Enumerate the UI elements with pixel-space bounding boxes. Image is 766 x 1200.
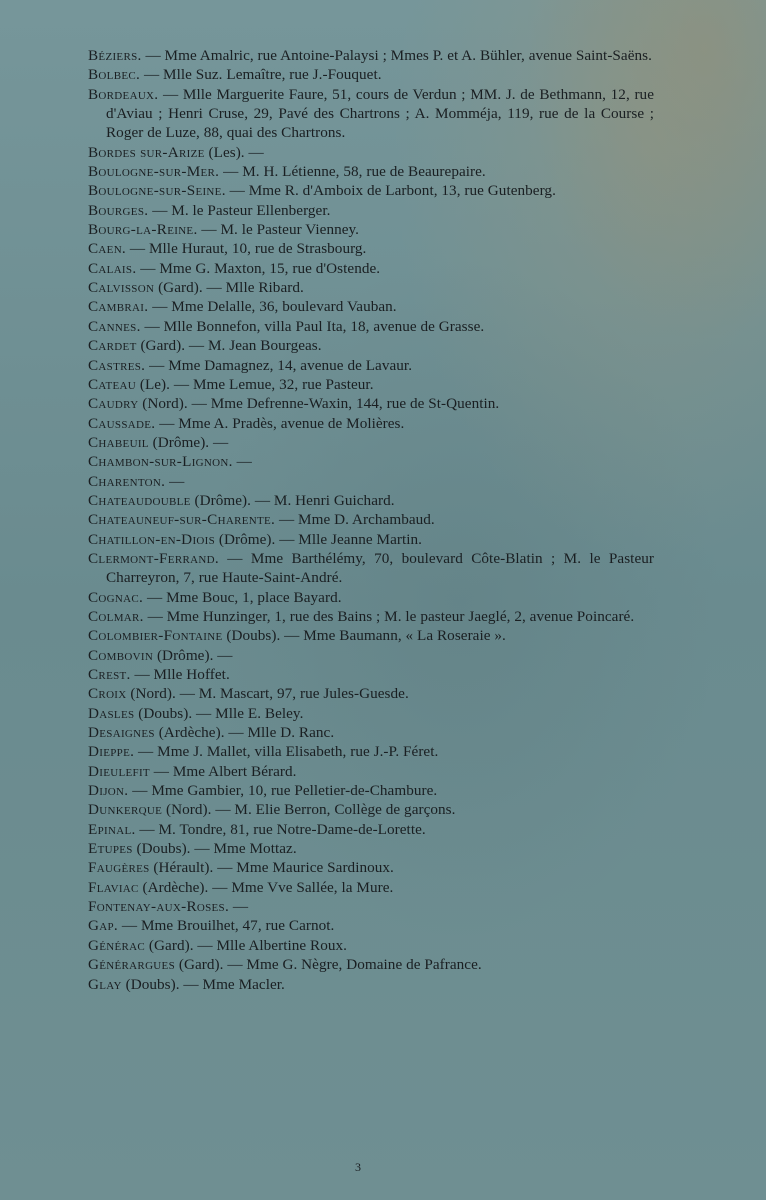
directory-entry [88, 742, 654, 761]
entry-details: (Doubs). — Mme Mottaz. [132, 840, 297, 858]
directory-entry [88, 626, 654, 645]
directory-entry [88, 936, 654, 955]
entry-place-name: Dieppe. [88, 743, 135, 761]
directory-entry [88, 143, 654, 162]
directory-entry [88, 162, 654, 181]
directory-entry [88, 762, 654, 781]
entry-details: (Hérault). — Mme Maurice Sardinoux. [149, 859, 394, 877]
entry-details: — Mlle Bonnefon, villa Paul Ita, 18, avenue de Grasse. [140, 317, 485, 335]
entry-place-name: Caudry [88, 395, 139, 413]
entry-details: — [165, 472, 185, 490]
entry-details: (Gard). — Mlle Ribard. [154, 279, 304, 297]
directory-entry [88, 510, 654, 529]
entry-place-name: Dijon. [88, 782, 129, 800]
entry-details: (Ardèche). — Mlle D. Ranc. [154, 724, 335, 742]
entry-details: — [229, 898, 249, 916]
entry-details: — Mme Albert Bérard. [149, 762, 297, 780]
entry-place-name: Fontenay-aux-Roses. [88, 898, 230, 916]
entry-place-name: Charenton. [88, 472, 166, 490]
directory-entry [88, 800, 654, 819]
entry-details: (Gard). — M. Jean Bourgeas. [136, 337, 322, 355]
entry-place-name: Cannes. [88, 317, 141, 335]
entry-place-name: Générac [88, 936, 146, 954]
entry-details: — Mme G. Maxton, 15, rue d'Ostende. [136, 259, 381, 277]
directory-entry [88, 65, 654, 84]
directory-entry [88, 375, 654, 394]
directory-entry [88, 278, 654, 297]
entry-details: (Nord). — M. Elie Berron, Collège de garçons. [162, 801, 456, 819]
directory-entry [88, 646, 654, 665]
directory-entry [88, 414, 654, 433]
entry-place-name: Castres. [88, 356, 146, 374]
entry-details: (Nord). — Mme Defrenne-Waxin, 144, rue de St-Quentin. [138, 395, 500, 413]
entry-place-name: Bourg-la-Reine. [88, 221, 198, 239]
entry-place-name: Béziers. [88, 47, 142, 64]
directory-entry [88, 433, 654, 452]
page-number: 3 [355, 1160, 361, 1174]
directory-entry [88, 46, 654, 65]
directory-entry [88, 684, 654, 703]
directory-entry [88, 297, 654, 316]
entry-place-name: Calais. [88, 259, 137, 277]
entry-details: — Mlle Hoffet. [130, 666, 230, 683]
directory-entry [88, 491, 654, 510]
entry-details: — M. le Pasteur Vienney. [197, 221, 360, 239]
entry-place-name: Desaignes [88, 724, 155, 742]
entry-place-name: Boulogne-sur-Mer. [88, 163, 220, 181]
entry-place-name: Colmar. [88, 607, 144, 625]
entry-place-name: Clermont-Ferrand. [88, 549, 219, 567]
entry-place-name: Cognac. [88, 588, 144, 606]
entry-details: — Mme Amalric, rue Antoine-Palaysi ; Mmes P. et A. Bühler, avenue Saint-Saëns. [141, 47, 652, 64]
entry-details: — Mme D. Archambaud. [275, 511, 435, 529]
entry-place-name: Boulogne-sur-Seine. [88, 182, 226, 200]
entry-details: — Mlle Huraut, 10, rue de Strasbourg. [126, 240, 367, 258]
entry-place-name: Gap. [88, 917, 119, 935]
entry-place-name: Bordeaux. [88, 85, 159, 103]
directory-entry [88, 549, 654, 588]
directory-entry [88, 530, 654, 549]
entry-place-name: Générargues [88, 956, 175, 974]
entry-place-name: Dunkerque [88, 801, 163, 819]
entry-details: — Mme Barthélémy, 70, boulevard Côte-Blatin ; M. le Pasteur Charreyron, 7, rue Haute-Saint-André. [106, 549, 654, 587]
entry-place-name: Bourges. [88, 201, 149, 219]
entry-place-name: Chambon-sur-Lignon. [88, 453, 233, 471]
entry-details: — Mme Delalle, 36, boulevard Vauban. [148, 298, 397, 316]
directory-entry [88, 394, 654, 413]
entry-place-name: Chateaudouble [88, 491, 191, 509]
entry-details: — Mme A. Pradès, avenue de Molières. [155, 414, 405, 432]
entry-place-name: Bolbec. [88, 66, 141, 84]
entry-place-name: Etupes [88, 840, 133, 858]
directory-entry [88, 916, 654, 935]
entry-details: (Gard). — Mme G. Nègre, Domaine de Pafrance. [175, 956, 482, 974]
directory-entry [88, 820, 654, 839]
directory-entry [88, 607, 654, 626]
directory-entry [88, 858, 654, 877]
entry-place-name: Cardet [88, 337, 137, 355]
directory-entry [88, 201, 654, 220]
entry-details: — Mme Bouc, 1, place Bayard. [143, 588, 342, 606]
directory-entry [88, 723, 654, 742]
entry-details: — Mme R. d'Amboix de Larbont, 13, rue Gutenberg. [225, 182, 556, 200]
entry-details: — Mme Gambier, 10, rue Pelletier-de-Chambure. [128, 782, 438, 800]
entry-place-name: Caen. [88, 240, 127, 258]
entry-details: (Nord). — M. Mascart, 97, rue Jules-Guesde. [126, 685, 409, 703]
directory-entry [88, 356, 654, 375]
entry-details: — Mme Hunzinger, 1, rue des Bains ; M. le pasteur Jaeglé, 2, avenue Poincaré. [143, 607, 635, 625]
entry-place-name: Glay [88, 975, 122, 993]
entry-details: — Mlle Marguerite Faure, 51, cours de Verdun ; MM. J. de Bethmann, 12, rue d'Aviau ; Henri Cruse, 29, Pavé des Chartrons ; A. Momméja, 119, rue de la Course ; Roger de Luze, 88, quai des Chartrons. [106, 85, 654, 142]
entry-place-name: Dieulefit [88, 762, 150, 780]
directory-entry [88, 665, 654, 684]
directory-entry [88, 220, 654, 239]
directory-entry [88, 781, 654, 800]
entry-details: (Drôme). — M. Henri Guichard. [190, 491, 395, 509]
entry-details: (Doubs). — Mlle E. Beley. [134, 704, 304, 722]
entry-details: (Le). — Mme Lemue, 32, rue Pasteur. [135, 375, 374, 393]
directory-entry [88, 955, 654, 974]
entry-details: (Ardèche). — Mme Vve Sallée, la Mure. [138, 878, 394, 896]
entry-place-name: Flaviac [88, 878, 139, 896]
directory-entry [88, 181, 654, 200]
entry-details: — M. H. Létienne, 58, rue de Beaurepaire. [219, 163, 486, 181]
entry-place-name: Bordes sur-Arize [88, 143, 205, 161]
directory-entry [88, 975, 654, 994]
entry-details: — M. Tondre, 81, rue Notre-Dame-de-Lorette. [135, 820, 426, 838]
directory-entry [88, 336, 654, 355]
directory-entry [88, 85, 654, 143]
entry-place-name: Crest. [88, 666, 131, 683]
entry-place-name: Combovin [88, 646, 154, 664]
directory-entry [88, 839, 654, 858]
directory-entry [88, 878, 654, 897]
entry-details: (Drôme). — [148, 433, 229, 451]
directory-entry [88, 588, 654, 607]
directory-entry [88, 259, 654, 278]
entry-details: — M. le Pasteur Ellenberger. [148, 201, 331, 219]
directory-entry [88, 472, 654, 491]
entry-details: (Doubs). — Mme Baumann, « La Roseraie ». [222, 627, 506, 645]
entry-details: (Drôme). — Mlle Jeanne Martin. [215, 530, 422, 548]
directory-entry [88, 317, 654, 336]
entry-details: (Gard). — Mlle Albertine Roux. [145, 936, 347, 954]
entry-details: — Mme J. Mallet, villa Elisabeth, rue J.-P. Féret. [134, 743, 439, 761]
entry-details: (Les). — [204, 143, 264, 161]
directory-entry [88, 704, 654, 723]
entry-place-name: Chabeuil [88, 433, 149, 451]
entry-details: — Mme Damagnez, 14, avenue de Lavaur. [145, 356, 413, 374]
entry-place-name: Cateau [88, 375, 136, 393]
entry-place-name: Epinal. [88, 820, 136, 838]
entry-details: — Mme Brouilhet, 47, rue Carnot. [118, 917, 335, 935]
directory-entry [88, 897, 654, 916]
entry-place-name: Croix [88, 685, 127, 703]
directory-entry [88, 239, 654, 258]
entry-place-name: Calvisson [88, 279, 155, 297]
entry-details: (Drôme). — [153, 646, 233, 664]
entry-place-name: Dasles [88, 704, 135, 722]
entry-details: — Mlle Suz. Lemaître, rue J.-Fouquet. [140, 66, 382, 84]
entry-place-name: Chateauneuf-sur-Charente. [88, 511, 276, 529]
entry-details: — [232, 453, 252, 471]
entry-place-name: Caussade. [88, 414, 156, 432]
directory-list [88, 46, 654, 994]
entry-place-name: Chatillon-en-Diois [88, 530, 216, 548]
entry-details: (Doubs). — Mme Macler. [121, 975, 285, 993]
directory-entry [88, 452, 654, 471]
entry-place-name: Faugères [88, 859, 150, 877]
entry-place-name: Colombier-Fontaine [88, 627, 223, 645]
entry-place-name: Cambrai. [88, 298, 149, 316]
